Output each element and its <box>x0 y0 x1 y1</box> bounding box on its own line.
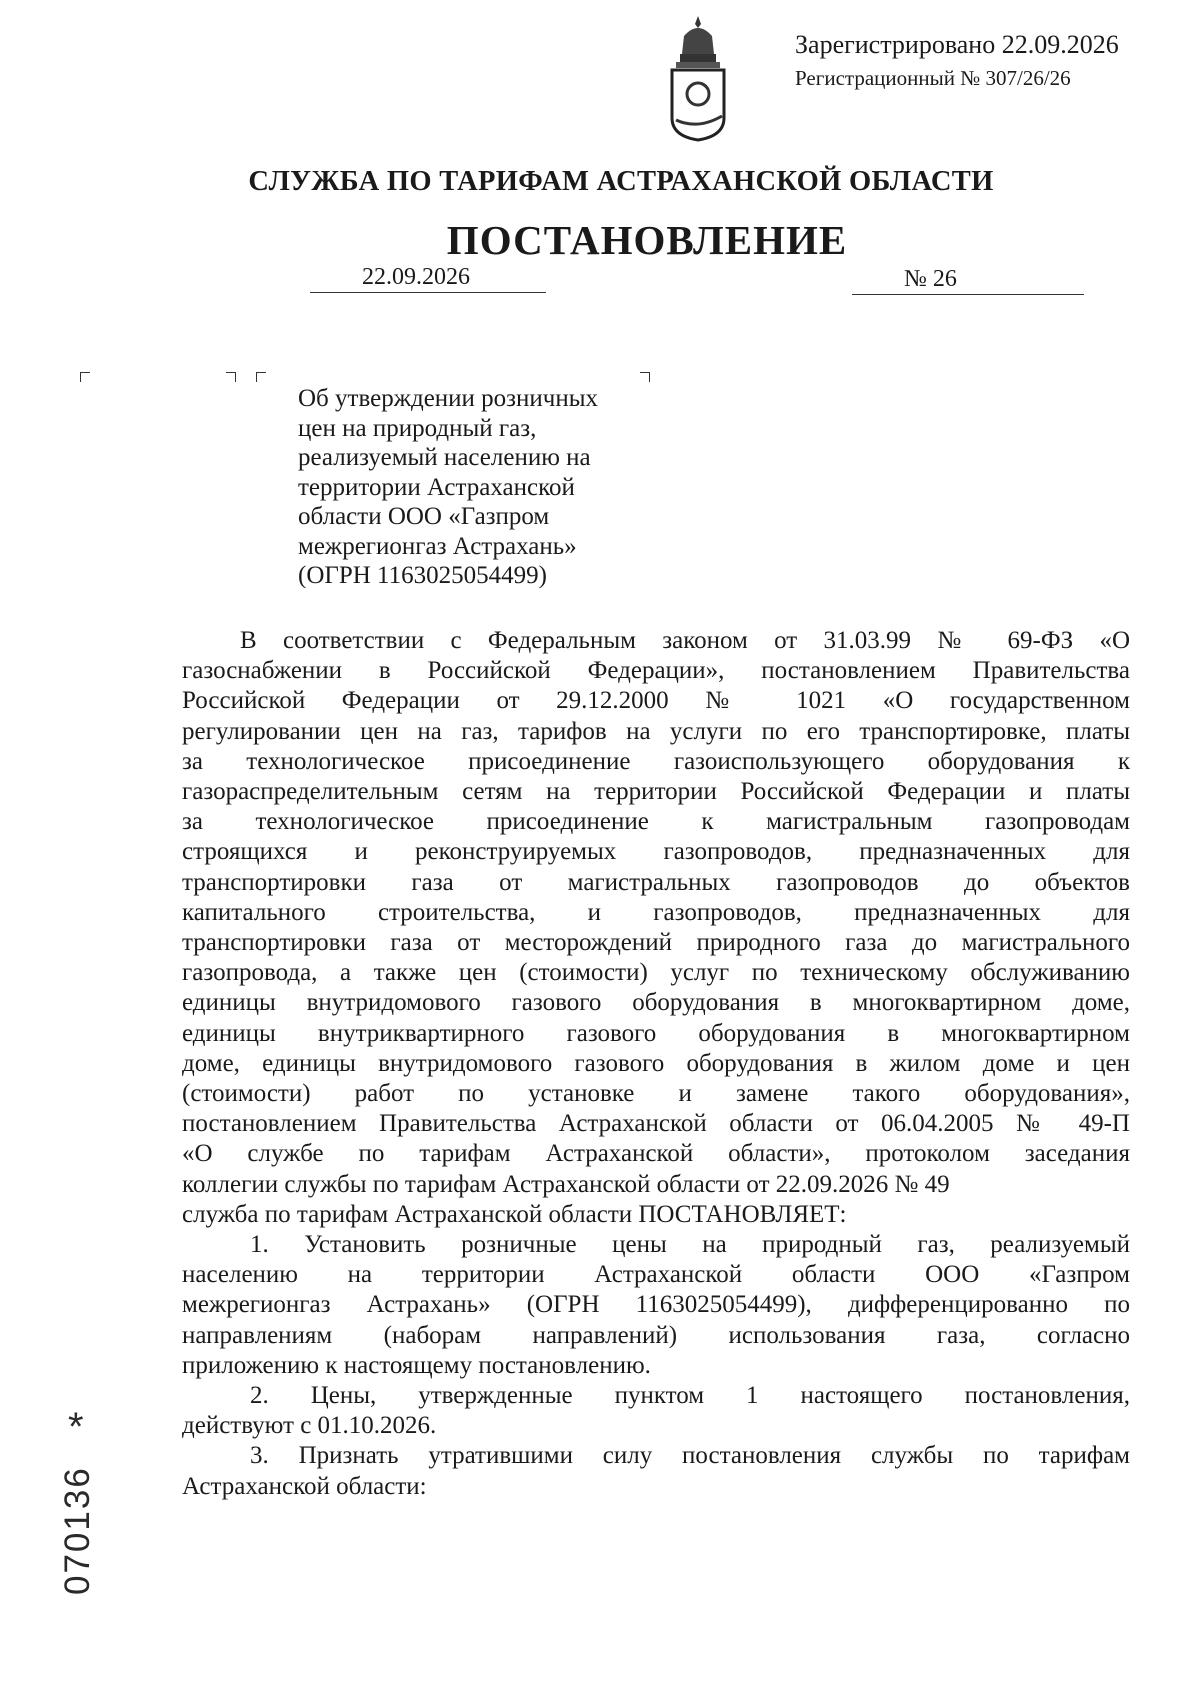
body-line: транспортировки газа от месторождений природного газа до магистрального <box>182 929 1130 957</box>
document-date: 22.09.2026 <box>362 264 470 290</box>
document-date-field <box>310 262 546 293</box>
body-line: Астраханской области: <box>182 1472 427 1500</box>
margin-registration-code: 070136 <box>58 1466 97 1595</box>
body-line: доме, единицы внутридомового газового оборудования в жилом доме и цен <box>182 1049 1130 1077</box>
body-line: строящихся и реконструируемых газопроводов, предназначенных для <box>182 838 1130 866</box>
subject-line: территории Астраханской <box>298 473 575 501</box>
body-text <box>182 626 1130 1502</box>
subject-line: (ОГРН 1163025054499) <box>298 562 547 589</box>
body-line: постановлением Правительства Астраханской области от 06.04.2005 № 49-П <box>182 1110 1130 1138</box>
body-line: газораспределительным сетям на территории Российской Федерации и платы <box>182 778 1130 806</box>
body-line: служба по тарифам Астраханской области ПОСТАНОВЛЯЕТ: <box>182 1200 847 1228</box>
margin-asterisk: * <box>68 1405 84 1449</box>
body-line: газоснабжении в Российской Федерации», постановлением Правительства <box>182 657 1130 685</box>
body-line: межрегионгаз Астрахань» (ОГРН 1163025054499), дифференцированно по <box>182 1291 1130 1319</box>
body-line: приложению к настоящему постановлению. <box>182 1351 651 1379</box>
corner-mark <box>640 372 650 382</box>
body-line: коллегии службы по тарифам Астраханской области от 22.09.2026 № 49 <box>182 1170 950 1198</box>
body-line: за технологическое присоединение газоиспользующего оборудования к <box>182 747 1130 775</box>
body-line: 2. Цены, утвержденные пунктом 1 настоящего постановления, <box>250 1382 1130 1410</box>
body-line: капитального строительства, и газопроводов, предназначенных для <box>182 898 1130 926</box>
body-line: направлениям (наборам направлений) использования газа, согласно <box>182 1321 1130 1349</box>
body-line: 1. Установить розничные цены на природный газ, реализуемый <box>250 1231 1130 1259</box>
corner-mark <box>226 372 236 382</box>
body-line: действуют с 01.10.2026. <box>182 1412 437 1440</box>
body-line: 3. Признать утратившими силу постановления службы по тарифам <box>250 1442 1130 1470</box>
body-line: (стоимости) работ по установке и замене такого оборудования», <box>182 1080 1130 1108</box>
subject-line: межрегионгаз Астрахань» <box>298 532 577 560</box>
document-number-field <box>852 264 1084 295</box>
subject-line: области ООО «Газпром <box>298 503 550 530</box>
agency-title: СЛУЖБА ПО ТАРИФАМ АСТРАХАНСКОЙ ОБЛАСТИ <box>248 166 994 197</box>
subject-block <box>298 384 658 591</box>
corner-mark <box>80 372 90 382</box>
body-line: транспортировки газа от магистральных газопроводов до объектов <box>182 868 1130 896</box>
body-line: регулировании цен на газ, тарифов на услуги по его транспортировке, платы <box>182 717 1130 745</box>
body-line: В соответствии с Федеральным законом от 31.03.99 № 69-ФЗ «О <box>240 627 1130 654</box>
subject-line: цен на природный газ, <box>298 414 537 442</box>
body-line: населению на территории Астраханской области ООО «Газпром <box>182 1261 1130 1289</box>
body-line: единицы внутридомового газового оборудования в многоквартирном доме, <box>182 989 1130 1017</box>
registration-date: Зарегистрировано 22.09.2026 <box>795 30 1119 59</box>
coat-of-arms-emblem <box>662 14 734 142</box>
subject-line: реализуемый населению на <box>298 444 591 471</box>
body-line: газопровода, а также цен (стоимости) услуг по техническому обслуживанию <box>182 959 1130 987</box>
body-line: Российской Федерации от 29.12.2000 № 1021 «О государственном <box>182 687 1130 715</box>
document-number: № 26 <box>904 266 957 292</box>
body-line: единицы внутриквартирного газового оборудования в многоквартирном <box>182 1019 1130 1047</box>
document-type-title: ПОСТАНОВЛЕНИЕ <box>446 217 848 263</box>
subject-line: Об утверждении розничных <box>298 385 599 412</box>
body-line: за технологическое присоединение к магистральным газопроводам <box>182 808 1130 836</box>
corner-mark <box>256 372 266 382</box>
registration-number: Регистрационный № 307/26/26 <box>795 66 1071 90</box>
body-line: «О службе по тарифам Астраханской области», протоколом заседания <box>182 1140 1130 1168</box>
